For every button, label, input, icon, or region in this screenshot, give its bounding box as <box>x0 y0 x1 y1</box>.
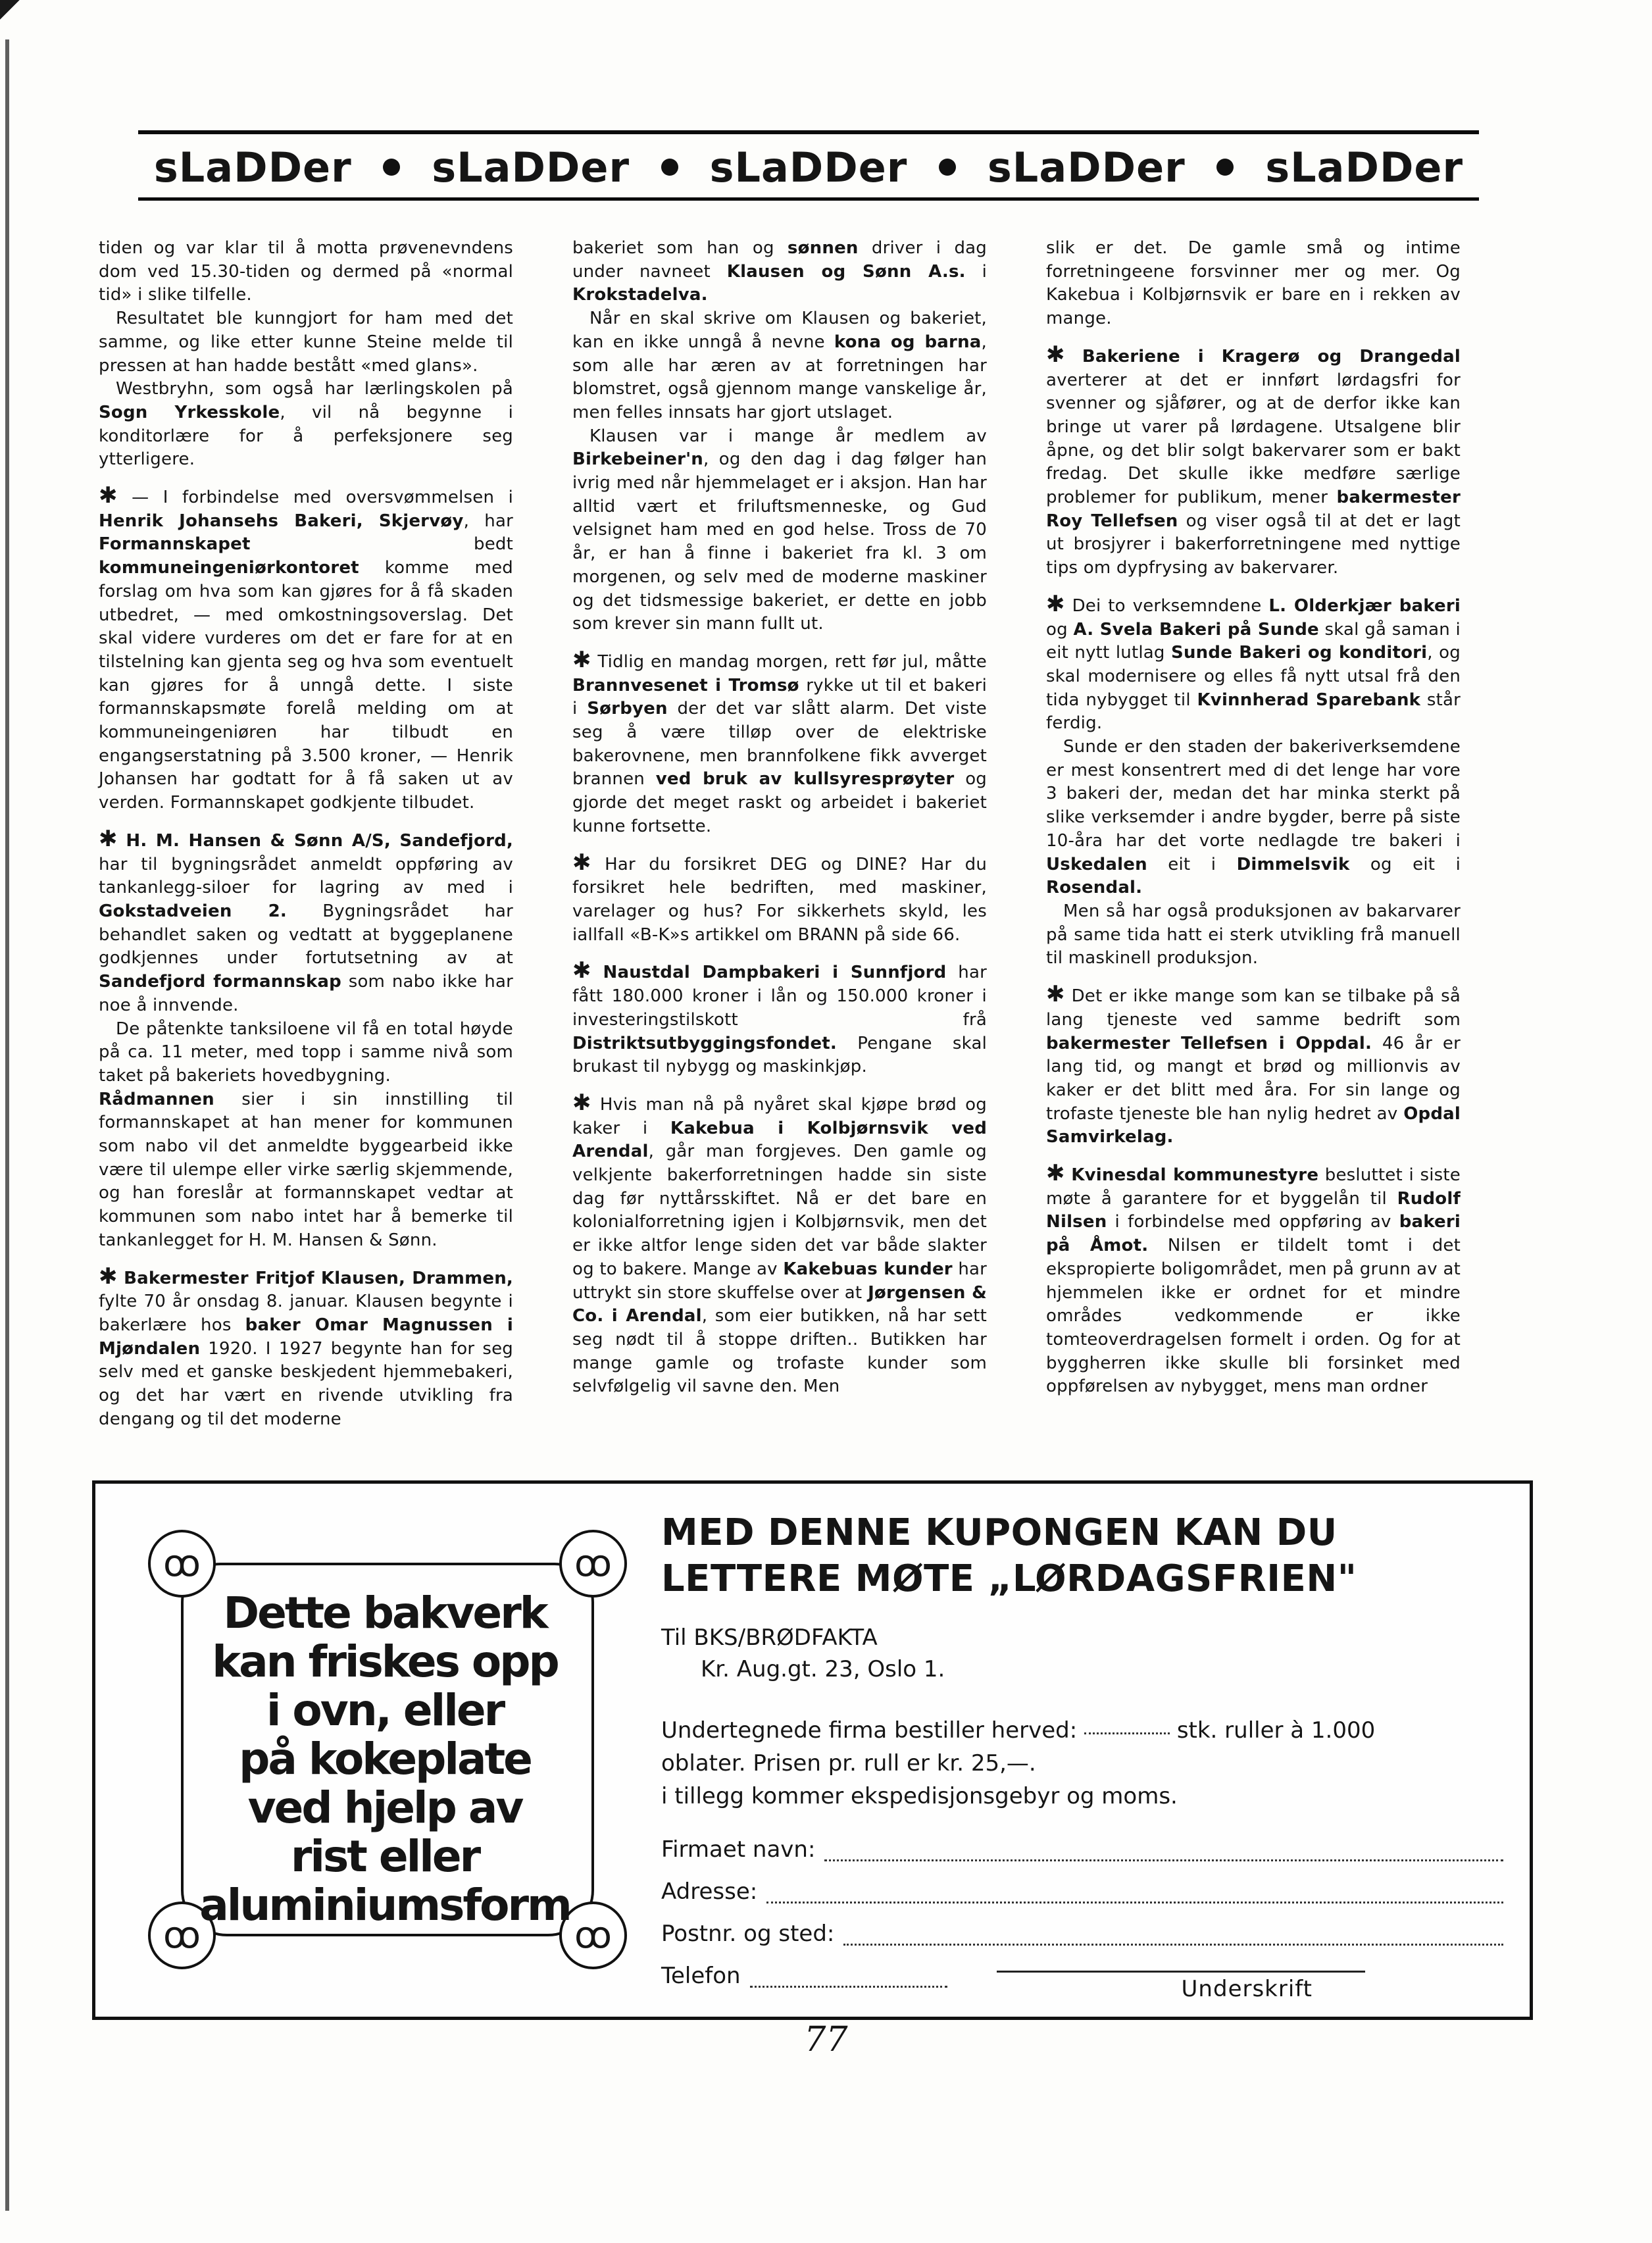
asterisk-icon: ✱ <box>99 825 118 852</box>
paragraph: Rådmannen sier i sin innstilling til formannskapet at han mener for kommunen som nabo vil det anmeldte byggearbeid ikke være til ulempe eller virke særlig skjemmende, og han foreslår at formannskapet vedtar at kommunen som nabo intet har å bemerke til tankanlegget for H. M. Hansen & Sønn. <box>99 1089 514 1250</box>
news-item: ✱ Bakeriene i Kragerø og Drangedal averterer at det er innført lørdagsfri for svenner og sjåfører, og at de derfor ikke kan bringe ut varer på lørdagene. Utsalgene blir åpne, og det blir solgt bakervarer som er bakt fredag. Det skulle ikke medføre særlige problemer for publikum, mener bakermester Roy Tellefsen og viser også til at det er lagt ut brosjyrer i bakerforretningene med nyttige tips om dypfrysing av bakervarer. <box>1046 341 1461 578</box>
asterisk-icon: ✱ <box>99 482 118 509</box>
paragraph: Klausen var i mange år medlem av Birkebeiner'n, og den dag i dag følger han ivrig med når hjemmelaget er i aksjon. Han har alltid vært et friluftsmenneske, og Gud velsignet ham med en god helse. Tross de 70 år, er han å finne i bakeriet fra kl. 3 om morgenen, og selv med de moderne maskiner og det tidsmessige bakeriet, er dette en jobb som krever sin mann fullt ut. <box>572 426 987 634</box>
banner-word: sLaDDer <box>1265 143 1464 191</box>
asterisk-icon: ✱ <box>572 646 591 673</box>
news-item: ✱ Kvinesdal kommunestyre besluttet i siste møte å garantere for et byggelån til Rudolf Nilsen i forbindelse med oppføring av bakeri på Åmot. Nilsen er tildelt tomt i det ekspropierte boligområdet, men på grunn av at hjemmelen ikke er ordnet for et mindre områdes vedkommende er ikke tomteoverdragelsen formelt i orden. Og for at byggherren ikke skulle bli forsinket med oppførelsen av nybygget, mens man ordner <box>1046 1160 1461 1397</box>
news-item: ✱ Bakermester Fritjof Klausen, Drammen, fylte 70 år onsdag 8. januar. Klausen begynte i bakerlære hos baker Omar Magnussen i Mjøndalen 1920. I 1927 begynte han for seg selv med et ganske beskjedent hjemmebakeri, og det har vært en rivende utvikling fra dengang og til det moderne <box>99 1263 513 1429</box>
pretzel-icon: ꝏ <box>559 1530 627 1598</box>
corner-mark <box>0 0 39 26</box>
news-item: ✱ Det er ikke mange som kan se tilbake på så lang tjeneste ved samme bedrift som bakermester Tellefsen i Oppdal. 46 år er lang tid, og mangt et brød og millionvis av kaker er det blitt med åra. For sin lange og trofaste tjeneste ble han nylig hedret av Opdal Samvirkelag. <box>1046 981 1461 1147</box>
news-item: ✱ H. M. Hansen & Sønn A/S, Sandefjord, har til bygningsrådet anmeldt oppføring av tankanlegg-siloer for lagring av med i Gokstadveien 2. Bygningsrådet har behandlet saken og vedtatt at byggeplanene godkjennes under fortutsetning av at Sandefjord formannskap som nabo ikke har noe å innvende. <box>99 825 514 1015</box>
recipient-address: Til BKS/BRØDFAKTA Kr. Aug.gt. 23, Oslo 1. <box>661 1625 945 1682</box>
news-item: ✱ Tidlig en mandag morgen, rett før jul, måtte Brannvesenet i Tromsø rykke ut til et bakeri i Sørbyen der det var slått alarm. Det viste seg å være tilløp over de elektriske bakerovnene, men brannfolkene fikk avverget brannen ved bruk av kullsyresprøyter og gjorde det meget raskt og arbeidet i bakeriet kunne fortsette. <box>572 646 987 836</box>
bullet-icon <box>383 159 400 176</box>
order-text: Undertegnede firma bestiller herved: stk. ruller à 1.000 oblater. Prisen pr. rull er kr. 25,—. i tillegg kommer ekspedisjonsgebyr og moms. <box>661 1717 1376 1809</box>
paragraph: slik er det. De gamle små og intime forretningeene forsvinner mer og mer. Og Kakebua i Kolbjørnsvik er bare en i rekken av mange. <box>1046 238 1461 329</box>
banner <box>138 138 1479 196</box>
postal-field[interactable]: Postnr. og sted: <box>661 1913 1503 1955</box>
banner-word: sLaDDer <box>432 143 630 191</box>
paragraph: Resultatet ble kunngjort for ham med det samme, og like etter kunne Steine melde til pressen at han hadde bestått «med glans». <box>99 309 513 376</box>
pretzel-icon: ꝏ <box>148 1902 216 1969</box>
bakverk-text: Dette bakverk kan friskes opp i ovn, eller på kokeplate ved hjelp av rist eller aluminiumsform <box>199 1588 570 1930</box>
signature-line[interactable] <box>997 1971 1365 1973</box>
page-number: 77 <box>804 2020 848 2059</box>
column-1 <box>99 237 513 1443</box>
asterisk-icon: ✱ <box>1046 341 1065 368</box>
address-field[interactable]: Adresse: <box>661 1871 1503 1913</box>
banner-word: sLaDDer <box>987 143 1186 191</box>
bullet-icon <box>661 159 678 176</box>
asterisk-icon: ✱ <box>99 1263 118 1290</box>
quantity-field[interactable] <box>1084 1728 1170 1734</box>
asterisk-icon: ✱ <box>572 957 591 984</box>
banner-word: sLaDDer <box>153 143 352 191</box>
paragraph: Når en skal skrive om Klausen og bakeriet, kan en ikke unngå å nevne kona og barna, som alle har æren av at forretningen har blomstret, også gjennom mange vanskelige år, men felles innsats har gjort utslaget. <box>572 309 987 422</box>
news-item: ✱ Dei to verksemndene L. Olderkjær bakeri og A. Svela Bakeri på Sunde skal gå saman i eit nytt lutlag Sunde Bakeri og konditori, og skal modernisere og elles få nytt utsal frå den tida nybygget til Kvinnherad Sparebank står ferdig. <box>1046 590 1461 734</box>
bullet-icon <box>939 159 956 176</box>
order-coupon <box>661 1510 1503 1997</box>
news-item: ✱ Har du forsikret DEG og DINE? Har du forsikret hele bedriften, med maskiner, varelager og hus? For sikkerhets skyld, les iallfall «B-K»s artikkel om BRANN på side 66. <box>572 849 988 945</box>
coupon-title: MED DENNE KUPONGEN KAN DU LETTERE MØTE „LØRDAGSFRIEN" <box>661 1511 1357 1600</box>
signature-label: Underskrift <box>1181 1976 1313 2002</box>
asterisk-icon: ✱ <box>1046 981 1065 1008</box>
asterisk-icon: ✱ <box>1046 1160 1065 1187</box>
asterisk-icon: ✱ <box>572 849 591 876</box>
pretzel-icon: ꝏ <box>559 1902 627 1969</box>
bottom-rule <box>138 197 1479 201</box>
pretzel-icon: ꝏ <box>148 1530 216 1598</box>
coupon-ad <box>92 1480 1533 2020</box>
asterisk-icon: ✱ <box>1046 590 1065 617</box>
column-2 <box>572 237 987 1411</box>
paragraph: bakeriet som han og sønnen driver i dag under navneet Klausen og Sønn A.s. i Krokstadelva. <box>572 238 988 305</box>
paragraph: Sunde er den staden der bakeriverksemdene er mest konsentrert med di det lenge har vore 3 bakeri der, medan det har minka sterkt på slike verksemder i andre bygder, berre på siste 10-åra har det vorte nedlagde tre bakeri i Uskedalen eit i Dimmelsvik og eit i Rosendal. <box>1046 737 1461 898</box>
phone-field[interactable]: Telefon <box>661 1955 1503 1997</box>
news-item: ✱ Naustdal Dampbakeri i Sunnfjord har fått 180.000 kroner i lån og 150.000 kroner i investeringstilskott frå Distriktsutbyggingsfondet. Pengane skal brukast til nybygg og maskinkjøp. <box>572 957 988 1077</box>
page-edge-shadow <box>5 39 9 2211</box>
firm-name-field[interactable]: Firmaet navn: <box>661 1828 1503 1871</box>
bullet-icon <box>1216 159 1234 176</box>
news-item: ✱ — I forbindelse med oversvømmelsen i Henrik Johansehs Bakeri, Skjervøy, har Formannskapet bedt kommuneingeniørkontoret komme med forslag om hva som kan gjøres for å få skaden utbedret, — med omkostningsoverslag. Det skal videre vurderes om det er fare for at en tilstelning kan gjenta seg og hva som eventuelt kan gjøres for å unngå dette. I siste formannskapsmøte forelå melding om at kommuneingeniøren har tilbudt en engangserstatning på 3.500 kroner, — Henrik Johansen har godtatt for å få saken ut av verden. Formannskapet godkjente tilbudet. <box>99 482 513 813</box>
paragraph: tiden og var klar til å motta prøvenevndens dom ved 15.30-tiden og dermed på «normal tid» i slike tilfelle. <box>99 238 513 305</box>
news-item: ✱ Hvis man nå på nyåret skal kjøpe brød og kaker i Kakebua i Kolbjørnsvik ved Arendal, går man forgjeves. Den gamle og velkjente bakerforretningen hadde sin siste dag før nyttårsskiftet. Nå er det bare en kolonialforretning igjen i Kolbjørnsvik, men det er ikke altfor lenge siden det var både slakter og to bakere. Mange av Kakebuas kunder har uttrykt sin store skuffelse over at Jørgensen & Co. i Arendal, som eier butikken, nå har sett seg nødt til å stoppe driften.. Butikken har mange gamle og trofaste kunder som selvfølgelig vil savne den. Men <box>572 1089 988 1397</box>
bakverk-box <box>135 1517 635 1977</box>
paragraph: Westbryhn, som også har lærlingskolen på Sogn Yrkesskole, vil nå begynne i konditorlære for å perfeksjonere seg ytterligere. <box>99 379 513 470</box>
paragraph: Men så har også produksjonen av bakarvarer på same tida hatt ei sterk utvikling frå manuell til maskinell produksjon. <box>1046 901 1461 969</box>
paragraph: De påtenkte tanksiloene vil få en total høyde på ca. 11 meter, med topp i samme nivå som taket på bakeriets hovedbygning. <box>99 1019 513 1086</box>
column-3 <box>1046 237 1461 1411</box>
top-rule <box>138 130 1479 134</box>
asterisk-icon: ✱ <box>572 1089 591 1116</box>
banner-word: sLaDDer <box>709 143 908 191</box>
